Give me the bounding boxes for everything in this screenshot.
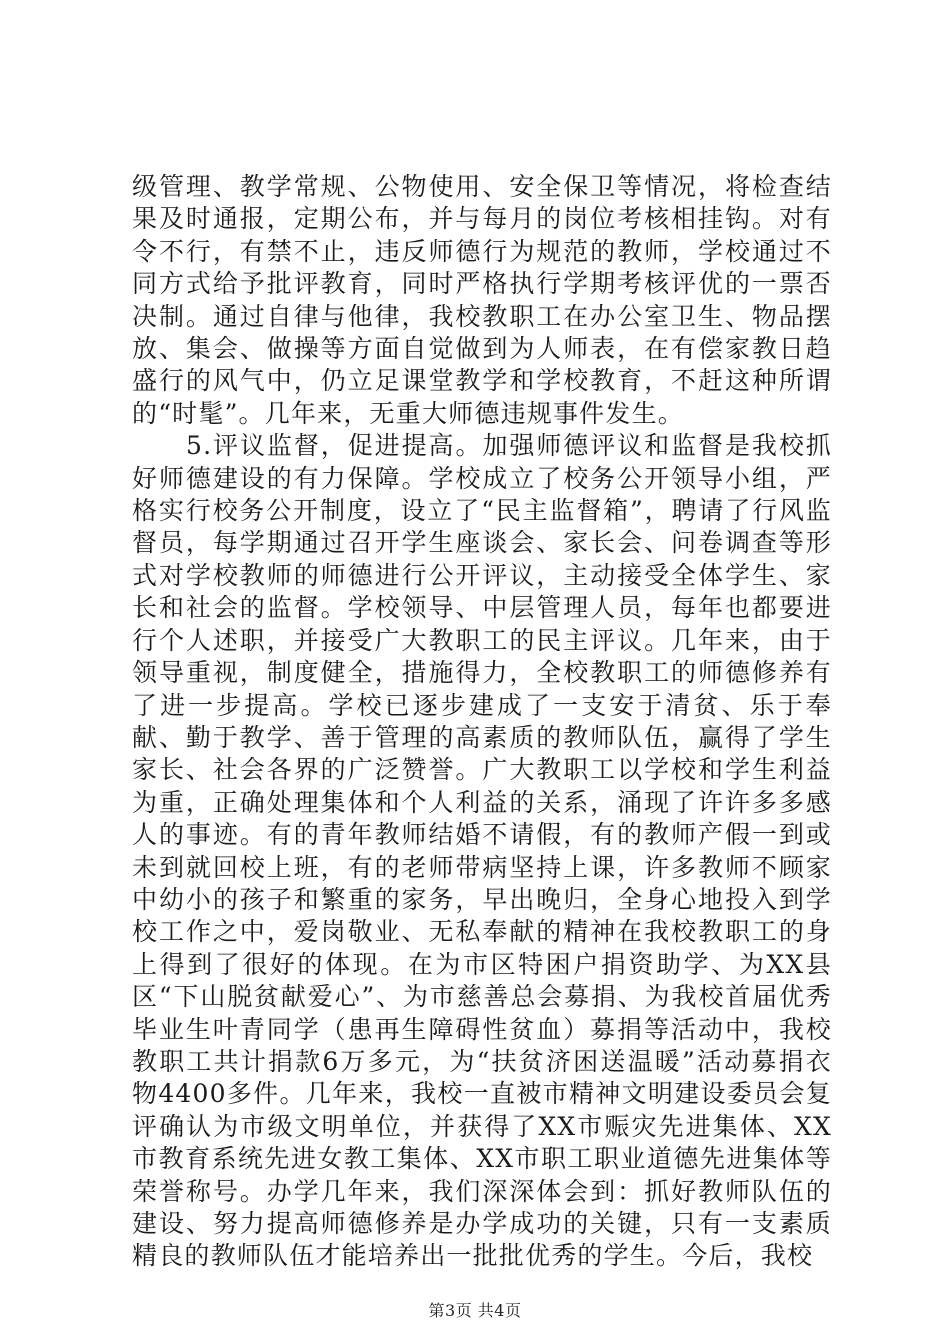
document-body [132, 171, 832, 1273]
page-number-label: 第3页 共4页 [428, 1301, 522, 1320]
paragraph-evaluation-supervision: 5.评议监督，促进提高。加强师德评议和监督是我校抓好师德建设的有力保障。学校成立了校务公开领导小组，严格实行校务公开制度，设立了“民主监督箱”，聘请了行风监督员，每学期通过召开学生座谈会、家长会、问卷调查等形式对学校教师的师德进行公开评议，主动接受全体学生、家长和社会的监督。学校领导、中层管理人员，每年也都要进行个人述职，并接受广大教职工的民主评议。几年来，由于领导重视，制度健全，措施得力，全校教职工的师德修养有了进一步提高。学校已逐步建成了一支安于清贫、乐于奉献、勤于教学、善于管理的高素质的教师队伍，赢得了学生家长、社会各界的广泛赞誉。广大教职工以学校和学生利益为重，正确处理集体和个人利益的关系，涌现了许许多多感人的事迹。有的青年教师结婚不请假，有的教师产假一到或未到就回校上班，有的老师带病坚持上课，许多教师不顾家中幼小的孩子和繁重的家务，早出晚归，全身心地投入到学校工作之中，爱岗敬业、无私奉献的精神在我校教职工的身上得到了很好的体现。在为市区特困户捐资助学、为XX县区“下山脱贫献爱心”、为市慈善总会募捐、为我校首届优秀毕业生叶青同学（患再生障碍性贫血）募捐等活动中，我校教职工共计捐款6万多元，为“扶贫济困送温暖”活动募捐衣物4400多件。几年来，我校一直被市精神文明建设委员会复评确认为市级文明单位，并获得了XX市赈灾先进集体、XX市教育系统先进女教工集体、XX市职工职业道德先进集体等荣誉称号。办学几年来，我们深深体会到：抓好教师队伍的建设、努力提高师德修养是办学成功的关键，只有一支素质精良的教师队伍才能培养出一批批优秀的学生。今后，我校 [132, 431, 832, 1271]
page-footer [0, 1298, 950, 1321]
paragraph-continuation: 级管理、教学常规、公物使用、安全保卫等情况，将检查结果及时通报，定期公布，并与每月的岗位考核相挂钩。对有令不行，有禁不止，违反师德行为规范的教师，学校通过不同方式给予批评教育，同时严格执行学期考核评优的一票否决制。通过自律与他律，我校教职工在办公室卫生、物品摆放、集会、做操等方面自觉做到为人师表，在有偿家教日趋盛行的风气中，仍立足课堂教学和学校教育，不赶这种所谓的“时髦”。几年来，无重大师德违规事件发生。 [132, 172, 832, 428]
